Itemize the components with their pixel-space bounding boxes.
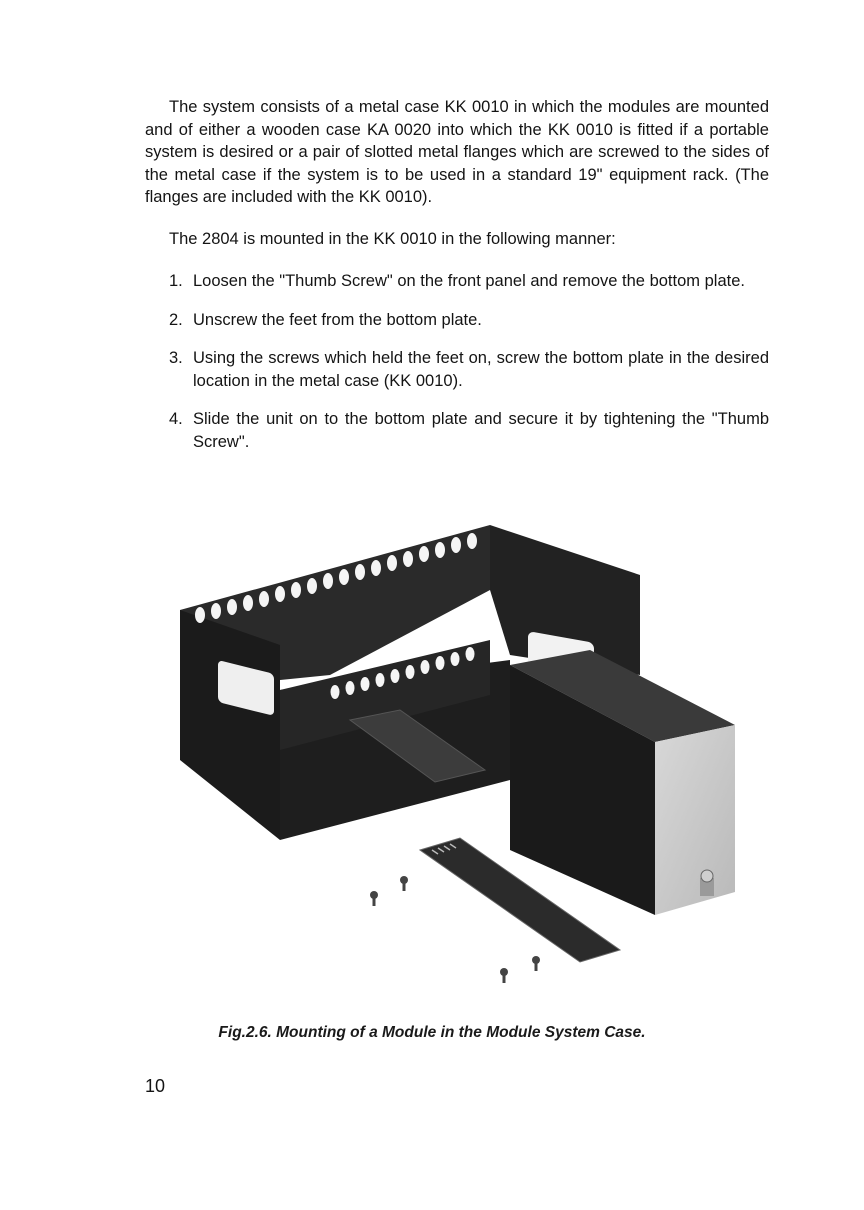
step-item: [169, 270, 769, 293]
case-left-end-wall: [180, 610, 280, 840]
step-text: Slide the unit on to the bottom plate and secure it by tightening the "Thumb Screw".: [193, 410, 769, 451]
page-number: 10: [145, 1076, 166, 1096]
step-number: 3.: [169, 349, 183, 367]
module-front-panel: [655, 725, 735, 915]
intro-paragraph: The system consists of a metal case KK 0010 in which the modules are mounted and of either a wooden case KA 0020 into which the KK 0010 is fitted if a portable system is desired or a pair of slotted metal flanges which are screwed to the sides of the metal case if the system is to be used in a standard 19" equipment rack. (The flanges are included with the KK 0010).: [145, 98, 769, 206]
step-text: Loosen the "Thumb Screw" on the front panel and remove the bottom plate.: [193, 272, 745, 290]
step-text: Using the screws which held the feet on, screw the bottom plate in the desired location in the metal case (KK 0010).: [193, 349, 769, 390]
step-item: [169, 309, 769, 332]
step-item: [169, 347, 769, 392]
step-number: 1.: [169, 272, 183, 290]
step-number: 4.: [169, 410, 183, 428]
step-number: 2.: [169, 310, 183, 329]
step-item: [169, 408, 769, 453]
lead-sentence: The 2804 is mounted in the KK 0010 in the following manner:: [169, 230, 616, 248]
figure-caption: Fig.2.6. Mounting of a Module in the Module System Case.: [218, 1024, 646, 1041]
step-text: Unscrew the feet from the bottom plate.: [193, 310, 482, 329]
steps-list: [169, 270, 769, 469]
thumb-screw-icon: [700, 870, 714, 896]
module-case-illustration: [170, 520, 750, 1000]
